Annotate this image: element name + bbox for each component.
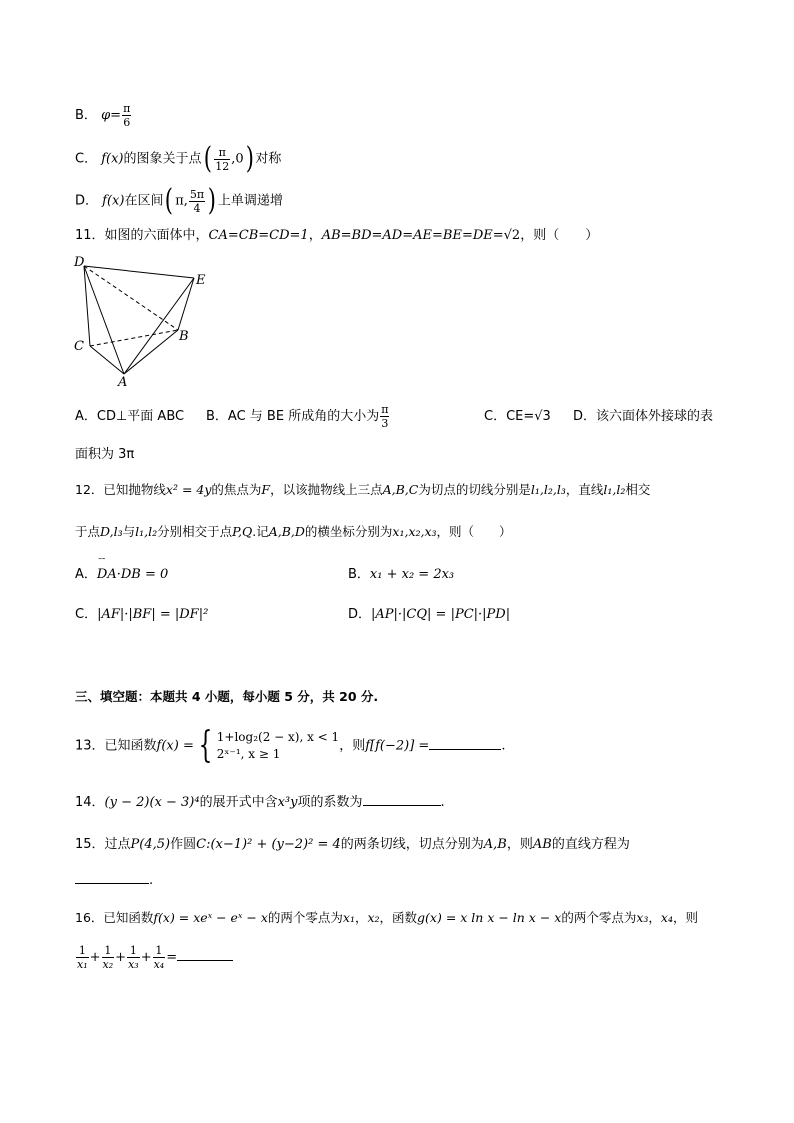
question-text: 于点	[75, 524, 101, 539]
condition: AB=BD=AD=AE=BE=DE=	[321, 228, 504, 243]
edge-cb-hidden	[90, 330, 178, 346]
fraction-denominator: 3	[381, 417, 389, 430]
edge-dc	[84, 266, 90, 346]
fraction	[214, 146, 230, 173]
piecewise-cases	[217, 729, 339, 763]
question-13	[75, 725, 506, 766]
math: x² = 4y	[165, 482, 212, 497]
option-text: D．该六面体外接球的表	[573, 409, 714, 424]
q12-option-a	[75, 568, 168, 581]
math: P,Q	[232, 524, 253, 539]
question-text: ，则（ ）	[436, 524, 512, 539]
edge-de	[84, 266, 194, 278]
math: x₃	[636, 910, 649, 925]
option-c	[75, 141, 282, 176]
option-math: |AP|·|CQ| = |PC|·|PD|	[371, 607, 511, 622]
separator: ，	[648, 910, 661, 925]
period: .	[149, 873, 154, 888]
math: f(x) = xeˣ − eˣ − x	[153, 910, 268, 925]
math: x³y	[277, 795, 298, 810]
condition: CA=CB=CD=1	[208, 228, 309, 243]
question-text: 相交	[625, 482, 651, 497]
math: f[f(−2)] =	[365, 738, 430, 754]
edge-db-hidden	[84, 266, 178, 330]
option-math: x₁ + x₂ = 2x₃	[369, 567, 455, 582]
fraction-numerator: 1	[102, 944, 115, 958]
fraction	[380, 403, 389, 430]
sqrt-value: √2	[503, 228, 521, 243]
option-text: 的图象关于点	[123, 151, 202, 167]
fraction-denominator: 6	[123, 116, 131, 129]
fraction	[102, 944, 115, 971]
math: x₁	[342, 910, 355, 925]
right-paren: )	[207, 183, 217, 218]
function-fx: f(x)	[102, 193, 125, 209]
question-text: 的两个零点为	[267, 910, 343, 925]
option-b	[75, 102, 132, 129]
question-text: 15．过点	[75, 837, 131, 852]
question-tail: ，则（ ）	[520, 228, 599, 243]
question-text: ，则	[672, 910, 698, 925]
option-text: C．CE=√3	[484, 409, 551, 424]
fraction	[189, 188, 205, 215]
answer-blank[interactable]	[429, 749, 501, 750]
fraction-numerator: 1	[127, 944, 140, 958]
fraction-numerator: π	[214, 146, 230, 160]
question-text: ，直线	[565, 482, 604, 497]
fraction	[76, 944, 89, 971]
question-text: ，则	[339, 738, 366, 754]
math: x₂	[367, 910, 380, 925]
q12-option-b	[348, 568, 454, 581]
question-text: 的焦点为	[211, 482, 262, 497]
option-label: B．	[75, 108, 97, 123]
plus: +	[89, 950, 101, 965]
equals: =	[110, 108, 122, 123]
math: A,B,D	[268, 524, 305, 539]
question-12-line2	[75, 526, 512, 539]
vertex-label-a: A	[118, 375, 128, 390]
question-16	[75, 912, 698, 925]
vertex-label-c: C	[74, 339, 84, 354]
question-16-sum	[75, 944, 233, 971]
fraction-numerator: 1	[76, 944, 89, 958]
fraction	[122, 102, 131, 129]
section-3-heading: 三、填空题：本题共 4 小题，每小题 5 分，共 20 分.	[75, 689, 379, 704]
case-2: 2ˣ⁻¹, x ≥ 1	[216, 747, 281, 761]
question-text: 项的系数为	[297, 795, 363, 810]
q11-option-a	[75, 410, 184, 423]
left-paren: (	[203, 141, 212, 176]
option-text: 上单调递增	[217, 193, 283, 209]
math: l₁,l₂	[603, 482, 626, 497]
plus: +	[115, 950, 127, 965]
math: l₁,l₂,l₃	[530, 482, 566, 497]
option-label: D．	[348, 607, 372, 622]
question-text: 与	[122, 524, 136, 539]
edge-ea	[124, 278, 194, 374]
case-1: 1+log₂(2 − x), x < 1	[216, 730, 340, 744]
fraction	[153, 944, 166, 971]
question-text: 分别相交于点	[157, 524, 233, 539]
question-text: ，则	[506, 837, 533, 852]
math: (y − 2)(x − 3)⁴	[104, 795, 200, 810]
question-text: 的直线方程为	[551, 837, 630, 852]
q11-option-c	[484, 410, 551, 423]
math: A,B,C	[382, 482, 419, 497]
question-15	[75, 838, 630, 851]
option-label: D．	[75, 193, 99, 209]
question-text: 的展开式中含	[199, 795, 278, 810]
question-text: ，以该抛物线上三点	[270, 482, 383, 497]
answer-blank[interactable]	[75, 883, 149, 884]
separator: ，	[308, 228, 322, 243]
q11-option-d-cont	[75, 448, 134, 461]
q12-option-c	[75, 608, 208, 621]
question-text: .记	[252, 524, 269, 539]
question-text: 12．已知抛物线	[75, 482, 166, 497]
left-paren: (	[165, 183, 174, 218]
option-text: π,	[175, 193, 188, 209]
option-label: B．	[348, 567, 370, 582]
fraction-denominator: x₃	[128, 958, 139, 971]
vertex-label-d: D	[74, 255, 85, 270]
math: x₁,x₂,x₃	[392, 524, 437, 539]
question-text: 作圆	[170, 837, 197, 852]
option-math: |AF|·|BF| = |DF|²	[97, 607, 209, 622]
function-fx: f(x)	[101, 151, 124, 167]
answer-blank[interactable]	[177, 960, 233, 961]
math: C:(x−1)² + (y−2)² = 4	[196, 837, 341, 852]
question-text: 的横坐标分别为	[304, 524, 393, 539]
math: P(4,5)	[130, 837, 171, 852]
option-text: 面积为 3π	[75, 447, 135, 462]
fraction-numerator: π	[381, 403, 389, 416]
question-text: 14．	[75, 795, 105, 810]
fraction-numerator: 1	[153, 944, 166, 958]
math: F	[261, 482, 271, 497]
fraction-numerator: 5π	[189, 187, 205, 201]
option-d	[75, 183, 283, 218]
vertex-label-b: B	[179, 329, 189, 344]
fraction-denominator: 12	[215, 159, 230, 173]
question-14	[75, 796, 445, 809]
math: g(x) = x ln x − ln x − x	[417, 910, 562, 925]
right-paren: )	[245, 141, 254, 176]
equals: =	[166, 950, 178, 965]
question-text: 11．如图的六面体中，	[75, 228, 209, 243]
question-11-stem	[75, 229, 598, 242]
fraction-denominator: 4	[193, 201, 201, 215]
math: x₄	[660, 910, 673, 925]
option-text: B．AC 与 BE 所成角的大小为	[206, 409, 380, 424]
math: A,B	[483, 837, 507, 852]
math: l₁,l₂	[135, 524, 158, 539]
question-text: 13．已知函数	[75, 738, 157, 754]
option-label: C．	[75, 151, 98, 167]
option-text: 对称	[255, 151, 282, 167]
phi-symbol: φ	[101, 108, 111, 123]
math: D,l₃	[100, 524, 123, 539]
period: .	[440, 795, 445, 810]
separator: ，	[354, 910, 368, 925]
question-text: 的两个零点为	[561, 910, 637, 925]
q11-option-b	[206, 403, 390, 430]
option-text: A．CD⊥平面 ABC	[75, 409, 185, 424]
question-12-line1	[75, 484, 650, 497]
period: .	[501, 738, 506, 754]
question-15-blank-line	[75, 874, 153, 887]
option-text: ,0	[231, 151, 244, 167]
hexahedron-figure	[70, 252, 220, 392]
left-brace: {	[198, 725, 213, 766]
question-text: 为切点的切线分别是	[418, 482, 531, 497]
option-text: 在区间	[124, 193, 164, 209]
option-math: ˜˜ DA·DB = 0	[97, 568, 168, 581]
q12-option-d	[348, 608, 510, 621]
fraction-denominator: x₂	[102, 958, 114, 971]
plus: +	[140, 950, 152, 965]
fraction	[127, 944, 140, 971]
answer-blank[interactable]	[363, 805, 441, 806]
fraction-numerator: π	[123, 102, 131, 115]
option-label: C．	[75, 607, 98, 622]
option-label: A．	[75, 567, 97, 582]
question-text: ，函数	[379, 910, 418, 925]
edge-eb	[178, 278, 194, 330]
question-text: 16．已知函数	[75, 910, 154, 925]
fraction-denominator: x₁	[77, 958, 88, 971]
vertex-label-e: E	[196, 273, 206, 288]
question-text: 的两条切线，切点分别为	[340, 837, 484, 852]
q11-option-d	[573, 410, 713, 423]
function-fx: f(x) =	[156, 738, 194, 754]
fraction-denominator: x₄	[153, 958, 165, 971]
math: AB	[532, 837, 552, 852]
